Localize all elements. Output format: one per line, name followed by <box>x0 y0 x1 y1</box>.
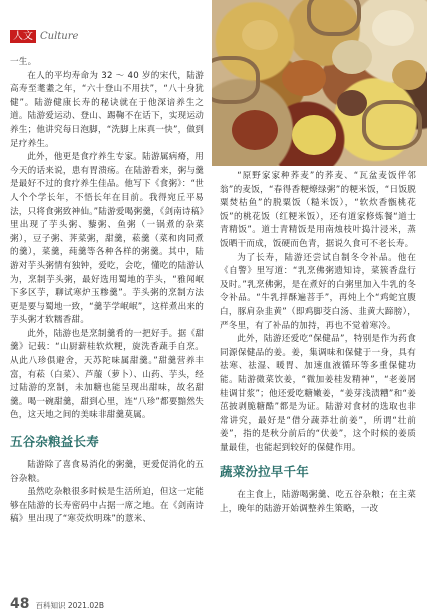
section-heading: 五谷杂粮益长寿 <box>10 434 99 450</box>
paragraph: 为了长寿，陆游还尝试自制冬令补品。他在《自警》里写道：“乳烹佛粥遗知诗，菜簇香盘行及时。”乳烹佛粥，是在煮好的白粥里加入牛乳的冬令补品。“牛乳拌酥遍菩手”，再炖上个“鸡蛇宜腹白，豚肩杂韭黄”（即鸡脚茭白汤、韭黄大蹄膀），严冬里，有了补品的加持，再也不觉着寒冷。 <box>220 252 416 331</box>
paragraph: 此外，陆游也是烹制羹肴的一把好手。据《甜羹》记载：“山厨薪桂软炊粳，旋洗香蔬手自烹。从此八珍俱避舍，天苏陀味属甜羹。”甜羹营养丰富，有菘（白菜）、芦菔（萝卜）、山药、芋头，经过陆游的烹制，未加糖也能呈现出甜味，故名甜羹。喝一碗甜羹，甜到心里，连“八珍”都要黯然失色，这天地之间的美味非甜羹莫属。 <box>10 328 204 421</box>
paragraph: 陆游除了喜食易消化的粥羹，更爱促消化的五谷杂粮。 <box>10 460 204 484</box>
journal-info: 百科知识 2021.02B <box>35 601 105 610</box>
page-footer <box>10 596 104 612</box>
paragraph: “原野家家种荞麦”的荞麦、“瓦盆麦饭伴邻翁”的麦饭，“春得香粳燎绿粥”的粳米饭，“日饭脱粟焚枯鱼”的脱粟饭（糙米饭），“软炊香甑桃花饭”的桃花饭（红粳米饭），还有道家修炼餐“道士青精饭”。道士青精饭是用南烛枝叶捣汁浸米，蒸饭晒干而成，饭硬而色青，据说久食可不老长寿。 <box>220 171 416 249</box>
right-column <box>220 170 416 517</box>
left-column <box>10 56 204 527</box>
section-header <box>10 30 78 43</box>
page-number: 48 <box>10 596 30 612</box>
scoop-icon <box>362 100 422 150</box>
section-english-label: Culture <box>40 31 79 42</box>
paragraph: 在人的平均寿命为 32 ～ 40 岁的宋代，陆游高寿至耄耋之年，“六十登山不用扶”，“八十身犹健”。陆游健康长寿的秘诀就在于他深谙养生之道。陆游爱运动、登山、踢鞠不在话下，实现运动养生；他讲究每日泡脚，“洗脚上床真一快”，做到足疗养生。 <box>10 70 204 149</box>
scoop-icon <box>212 56 260 104</box>
paragraph: 此外，他更是食疗养生专家。陆游属病瘠，用今天的话来说，患有胃溃疡。在陆游看来，粥与羹是最好不过的食疗养生佳品。他写下《食粥》：“世人个个学长年，不悟长年在目前。我得宛丘平易法，只将食粥致神仙。”陆游爱喝粥羹，《剑南诗稿》里出现了芋头粥、藜粥、鱼粥（一锅煮的杂菜粥），豆子粥、荠菜粥，甜羹，菘羹（菜和肉同煮的羹），菜羹，莼羹等各种各样的粥羹。其中，陆游对芋头粥情有独钟，爱吃，会吃，懂吃的陆游认为，烹制芋头粥，最好选用蜀地的芋头，“雅闻岷下多区芋，聊试寒炉玉糁羹”。芋头粥的烹制方法更是要与蜀地一致，“羹芋学岷岷”，这样煮出来的芋头粥才软糯香甜。 <box>10 152 205 326</box>
scoop-icon <box>307 0 361 36</box>
grains-photo <box>212 0 427 166</box>
section-heading: 蔬菜汾拉早千年 <box>220 464 309 480</box>
paragraph: 在主食上，陆游喝粥羹、吃五谷杂粮；在主菜上，晚年的陆游开始调整养生策略，一改 <box>220 490 416 515</box>
paragraph: 虽然吃杂粮很多时候是生活所迫，但这一定能够在陆游的长寿密码中占据一席之地。在《剑南诗稿》里出现了“寒荧炊明珠”的薏米、 <box>10 487 204 525</box>
paragraph: 此外，陆游还爱吃“保健品”，特别是作为药食同源保健品的姜。姜，集调味和保健于一身，具有祛寒、祛湿、暖胃、加速血液循环等多重保健功能。陆游微菜饮姜，“微加姜桂发精神”，“老姜屑桂调甘浆”；他还爱吃糖嫩姜，“姜芽浅渍糟”和“姜茁披剥脆糖酷”都是为证。陆游对食材的选取也非常讲究，最好是“借分蔬莽壮前姜”，所谓“壮前姜”，指的是秋分前后的“伏姜”，这个时候的姜质量最佳，也能起到较好的保健作用。 <box>220 334 416 453</box>
paragraph: 一生。 <box>10 57 37 67</box>
section-tag: 人文 <box>10 30 36 43</box>
